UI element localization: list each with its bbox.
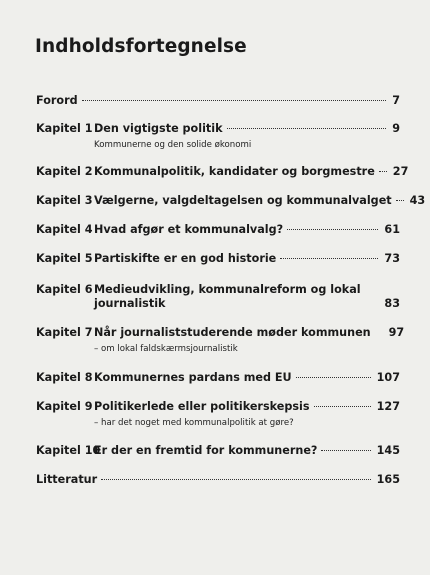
dot-leader [101,479,370,480]
chapter-label: Kapitel 8 [36,371,93,384]
dot-leader [321,450,370,451]
entry-title: Når journaliststuderende møder kommunen [94,326,371,339]
dot-leader [280,258,378,259]
chapter-label: Kapitel 3 [36,194,93,207]
dot-leader [379,171,387,172]
chapter-label: Kapitel 10 [36,444,101,457]
page-number: 7 [392,94,400,107]
dot-leader [227,128,387,129]
entry-subtitle: – har det noget med kommunalpolitik at gøre? [94,418,294,428]
chapter-label: Kapitel 9 [36,400,93,413]
dot-leader [296,377,371,378]
entry-subtitle: – om lokal faldskærmsjournalistik [94,344,238,354]
entry-title: Hvad afgør et kommunalvalg? [94,223,284,236]
entry-title: Partiskifte er en god historie [94,252,277,265]
page-number: 73 [384,252,400,265]
chapter-label: Kapitel 1 [36,122,93,135]
entry-title: Vælgerne, valgdeltagelsen og kommunalvalget [94,194,392,207]
page-number: 127 [376,400,400,413]
page-number: 165 [376,473,400,486]
chapter-label: Kapitel 7 [36,326,93,339]
dot-leader [82,100,387,101]
entry-title: Er der en fremtid for kommunerne? [94,444,318,457]
entry-title: Kommunernes pardans med EU [94,371,292,384]
dot-leader [396,200,404,201]
dot-leader [287,229,378,230]
chapter-label: Kapitel 5 [36,252,93,265]
chapter-label: Kapitel 4 [36,223,93,236]
entry-title: Politikerlede eller politikerskepsis [94,400,310,413]
chapter-label: Kapitel 6 [36,283,93,296]
entry-title: Forord [36,94,78,107]
entry-title-continued: journalistik [94,297,166,310]
entry-title: Kommunalpolitik, kandidater og borgmestre [94,165,375,178]
page-number: 61 [384,223,400,236]
entry-subtitle: Kommunerne og den solide økonomi [94,140,252,150]
page-number: 43 [409,194,426,207]
page-number: 9 [392,122,400,135]
page-number: 27 [392,165,409,178]
chapter-label: Kapitel 2 [36,165,93,178]
page-title: Indholdsfortegnelse [35,36,247,57]
entry-title: Den vigtigste politik [94,122,223,135]
page-number: 107 [376,371,400,384]
page-number: 145 [376,444,400,457]
entry-title: Medieudvikling, kommunalreform og lokal [94,283,361,296]
dot-leader [314,406,371,407]
page-number: 97 [388,326,405,339]
entry-title: Litteratur [36,473,98,486]
page-number: 83 [384,297,400,310]
